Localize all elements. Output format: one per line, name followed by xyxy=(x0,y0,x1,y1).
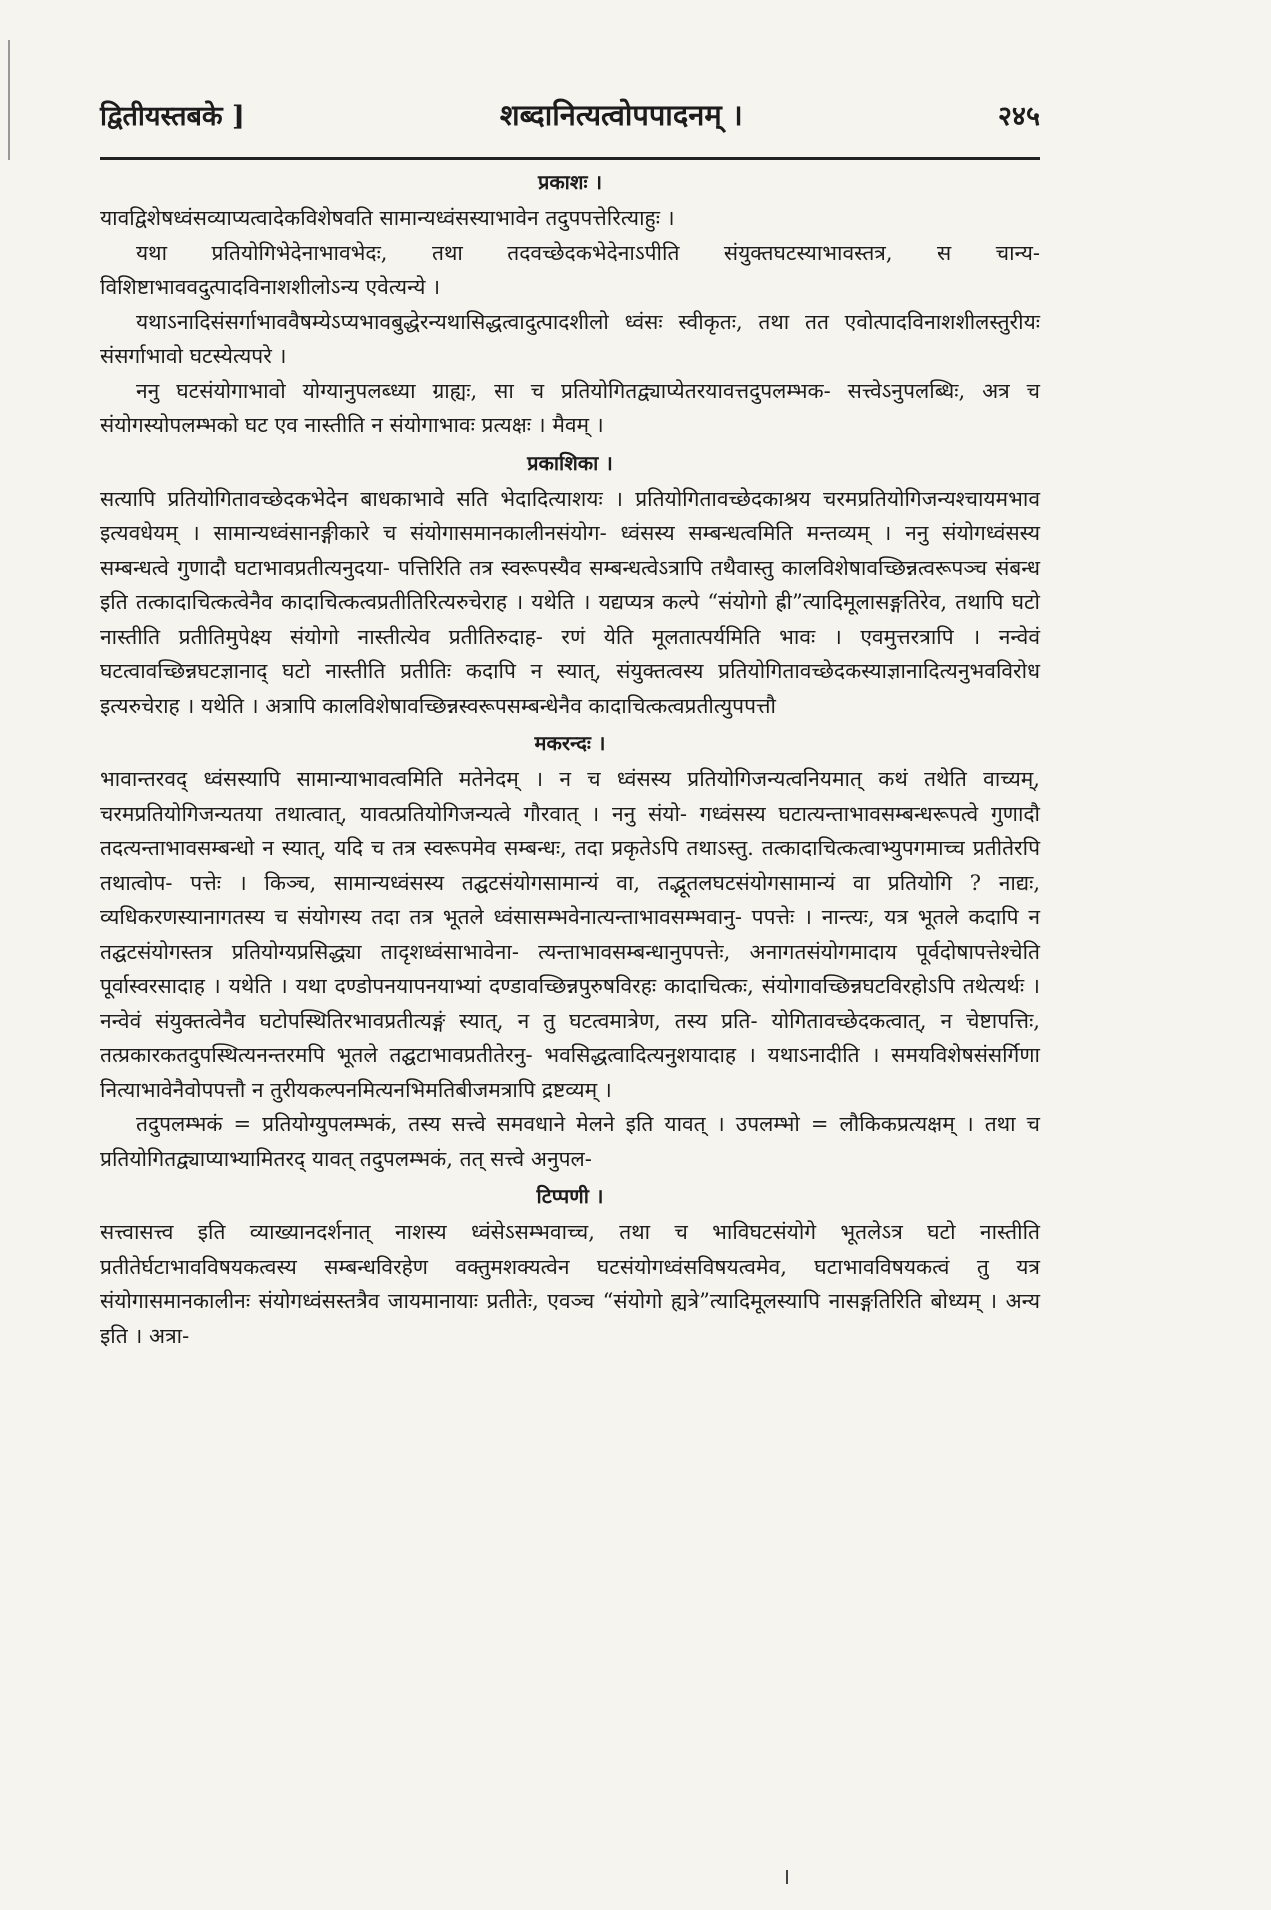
section-heading: टिप्पणी । xyxy=(536,1184,604,1208)
page xyxy=(100,95,1040,1353)
footer-mark xyxy=(786,1870,792,1884)
text-body xyxy=(100,168,1040,1353)
section-heading: प्रकाशिका । xyxy=(527,450,613,475)
paragraph: यथा प्रतियोगिभेदेनाभावभेदः, तथा तदवच्छेदकभेदेनाऽपीति संयुक्तघटस्याभावस्तत्र, स चान्य- विशिष्टाभाववदुत्पादविनाशशीलोऽन्य एवेत्यन्ये । xyxy=(100,240,1040,299)
section-heading: प्रकाशः । xyxy=(537,170,603,194)
header-rule xyxy=(100,157,1040,160)
paragraph: तदुपलम्भकं = प्रतियोग्युपलम्भकं, तस्य सत्त्वे समवधाने मेलने इति यावत् । उपलम्भो = लौकिकप्रत्यक्षम् । तथा च प्रतियोगितद्व्याप्याभ्यामितरद् यावत् तदुपलम्भकं, तत् सत्त्वे अनुपल- xyxy=(100,1112,1040,1171)
chapter-label: द्वितीयस्तबके ] xyxy=(100,101,245,132)
section-heading: मकरन्दः । xyxy=(534,731,606,755)
paragraph: सत्त्वासत्त्व इति व्याख्यानदर्शनात् नाशस्य ध्वंसेऽसम्भवाच्च, तथा च भाविघटसंयोगे भूतलेऽत्र घटो नास्तीति प्रतीतेर्घटाभावविषयकत्वस्य सम्बन्धविरहेण वक्तुमशक्यत्वेन घटसंयोगध्वंसविषयत्वमेव, घटाभावविषयकत्वं तु यत्र संयोगासमानकालीनः संयोगध्वंसस्तत्रैव जायमानायाः प्रतीतेः, एवञ्च “संयोगो ह्यत्रे”त्यादिमूलस्यापि नासङ्गतिरिति बोध्यम् । अन्य इति । अत्रा- xyxy=(100,1220,1040,1348)
paragraph: भावान्तरवद् ध्वंसस्यापि सामान्याभावत्वमिति मतेनेदम् । न च ध्वंसस्य प्रतियोगिजन्यत्वनियमात् कथं तथेति वाच्यम्, चरमप्रतियोगिजन्यतया तथात्वात्, यावत्प्रतियोगिजन्यत्वे गौरवात् । ननु संयो- गध्वंसस्य घटात्यन्ताभावसम्बन्धरूपत्वे गुणादौ तदत्यन्ताभावसम्बन्धो न स्यात्, यदि च तत्र स्वरूपमेव सम्बन्धः, तदा प्रकृतेऽपि तथाऽस्तु. तत्कादाचित्कत्वाभ्युपगमाच्च प्रतीतेरपि तथात्वोप- पत्तेः । किञ्च, सामान्यध्वंसस्य तद्घटसंयोगसामान्यं वा, तद्भूतलघटसंयोगसामान्यं वा प्रतियोगि ? नाद्यः, व्यधिकरणस्यानागतस्य च संयोगस्य तदा तत्र भूतले ध्वंसासम्भवेनात्यन्ताभावसम्भवानु- पपत्तेः । नान्त्यः, यत्र भूतले कदापि न तद्घटसंयोगस्तत्र प्रतियोग्यप्रसिद्ध्या तादृशध्वंसाभावेना- त्यन्ताभावसम्बन्धानुपपत्तेः, अनागतसंयोगमादाय पूर्वदोषापत्तेश्चेति पूर्वास्वरसादाह । यथेति । यथा दण्डोपनयापनयाभ्यां दण्डावच्छिन्नपुरुषविरहः कादाचित्कः, संयोगावच्छिन्नघटविरहोऽपि तथेत्यर्थः । नन्वेवं संयुक्तत्वेनैव घटोपस्थितिरभावप्रतीत्यङ्गं स्यात्, न तु घटत्वमात्रेण, तस्य प्रति- योगितावच्छेदकत्वात्, न चेष्टापत्तिः, तत्प्रकारकतदुपस्थित्यनन्तरमपि भूतले तद्घटाभावप्रतीतेरनु- भवसिद्धत्वादित्यनुशयादाह । यथाऽनादीति । समयविशेषसंसर्गिणा नित्याभावेनैवोपपत्तौ न तुरीयकल्पनमित्यनभिमतिबीजमत्रापि द्रष्टव्यम् । xyxy=(100,767,1040,1102)
margin-mark xyxy=(8,40,10,160)
page-title: शब्दानित्यत्वोपपादनम् । xyxy=(499,98,743,132)
paragraph: यथाऽनादिसंसर्गाभाववैषम्येऽप्यभावबुद्धेरन्यथासिद्धत्वादुत्पादशीलो ध्वंसः स्वीकृतः, तथा तत एवोत्पादविनाशशीलस्तुरीयः संसर्गाभावो घटस्येत्यपरे । xyxy=(100,309,1040,368)
paragraph: यावद्विशेषध्वंसव्याप्यत्वादेकविशेषवति सामान्यध्वंसस्याभावेन तदुपपत्तेरित्याहुः । xyxy=(100,206,675,230)
running-head xyxy=(100,95,1040,145)
page-number: २४५ xyxy=(997,101,1040,132)
paragraph: सत्यापि प्रतियोगितावच्छेदकभेदेन बाधकाभावे सति भेदादित्याशयः । प्रतियोगितावच्छेदकाश्रय चरमप्रतियोगिजन्यश्चायमभाव इत्यवधेयम् । सामान्यध्वंसानङ्गीकारे च संयोगासमानकालीनसंयोग- ध्वंसस्य सम्बन्धत्वमिति मन्तव्यम् । ननु संयोगध्वंसस्य सम्बन्धत्वे गुणादौ घटाभावप्रतीत्यनुदया- पत्तिरिति तत्र स्वरूपस्यैव सम्बन्धत्वेऽत्रापि तथैवास्तु कालविशेषावच्छिन्नत्वरूपञ्च संबन्ध इति तत्कादाचित्कत्वेनैव कादाचित्कत्वप्रतीतिरित्यरुचेराह । यथेति । यद्यप्यत्र कल्पे “संयोगो ह्री”त्यादिमूलासङ्गतिरेव, तथापि घटो नास्तीति प्रतीतिमुपेक्ष्य संयोगो नास्तीत्येव प्रतीतिरुदाह- रणं येति मूलतात्पर्यमिति भावः । एवमुत्तरत्रापि । नन्वेवं घटत्वावच्छिन्नघटज्ञानाद् घटो नास्तीति प्रतीतिः कदापि न स्यात्, संयुक्तत्वस्य प्रतियोगितावच्छेदकस्याज्ञानादित्यनुभवविरोध इत्यरुचेराह । यथेति । अत्रापि कालविशेषावच्छिन्नस्वरूपसम्बन्धेनैव कादाचित्कत्वप्रतीत्युपपत्तौ xyxy=(100,486,1040,718)
paragraph: ननु घटसंयोगाभावो योग्यानुपलब्ध्या ग्राह्यः, सा च प्रतियोगितद्व्याप्येतरयावत्तदुपलम्भक- सत्त्वेऽनुपलब्धिः, अत्र च संयोगस्योपलम्भको घट एव नास्तीति न संयोगाभावः प्रत्यक्षः । मैवम् । xyxy=(100,378,1040,437)
